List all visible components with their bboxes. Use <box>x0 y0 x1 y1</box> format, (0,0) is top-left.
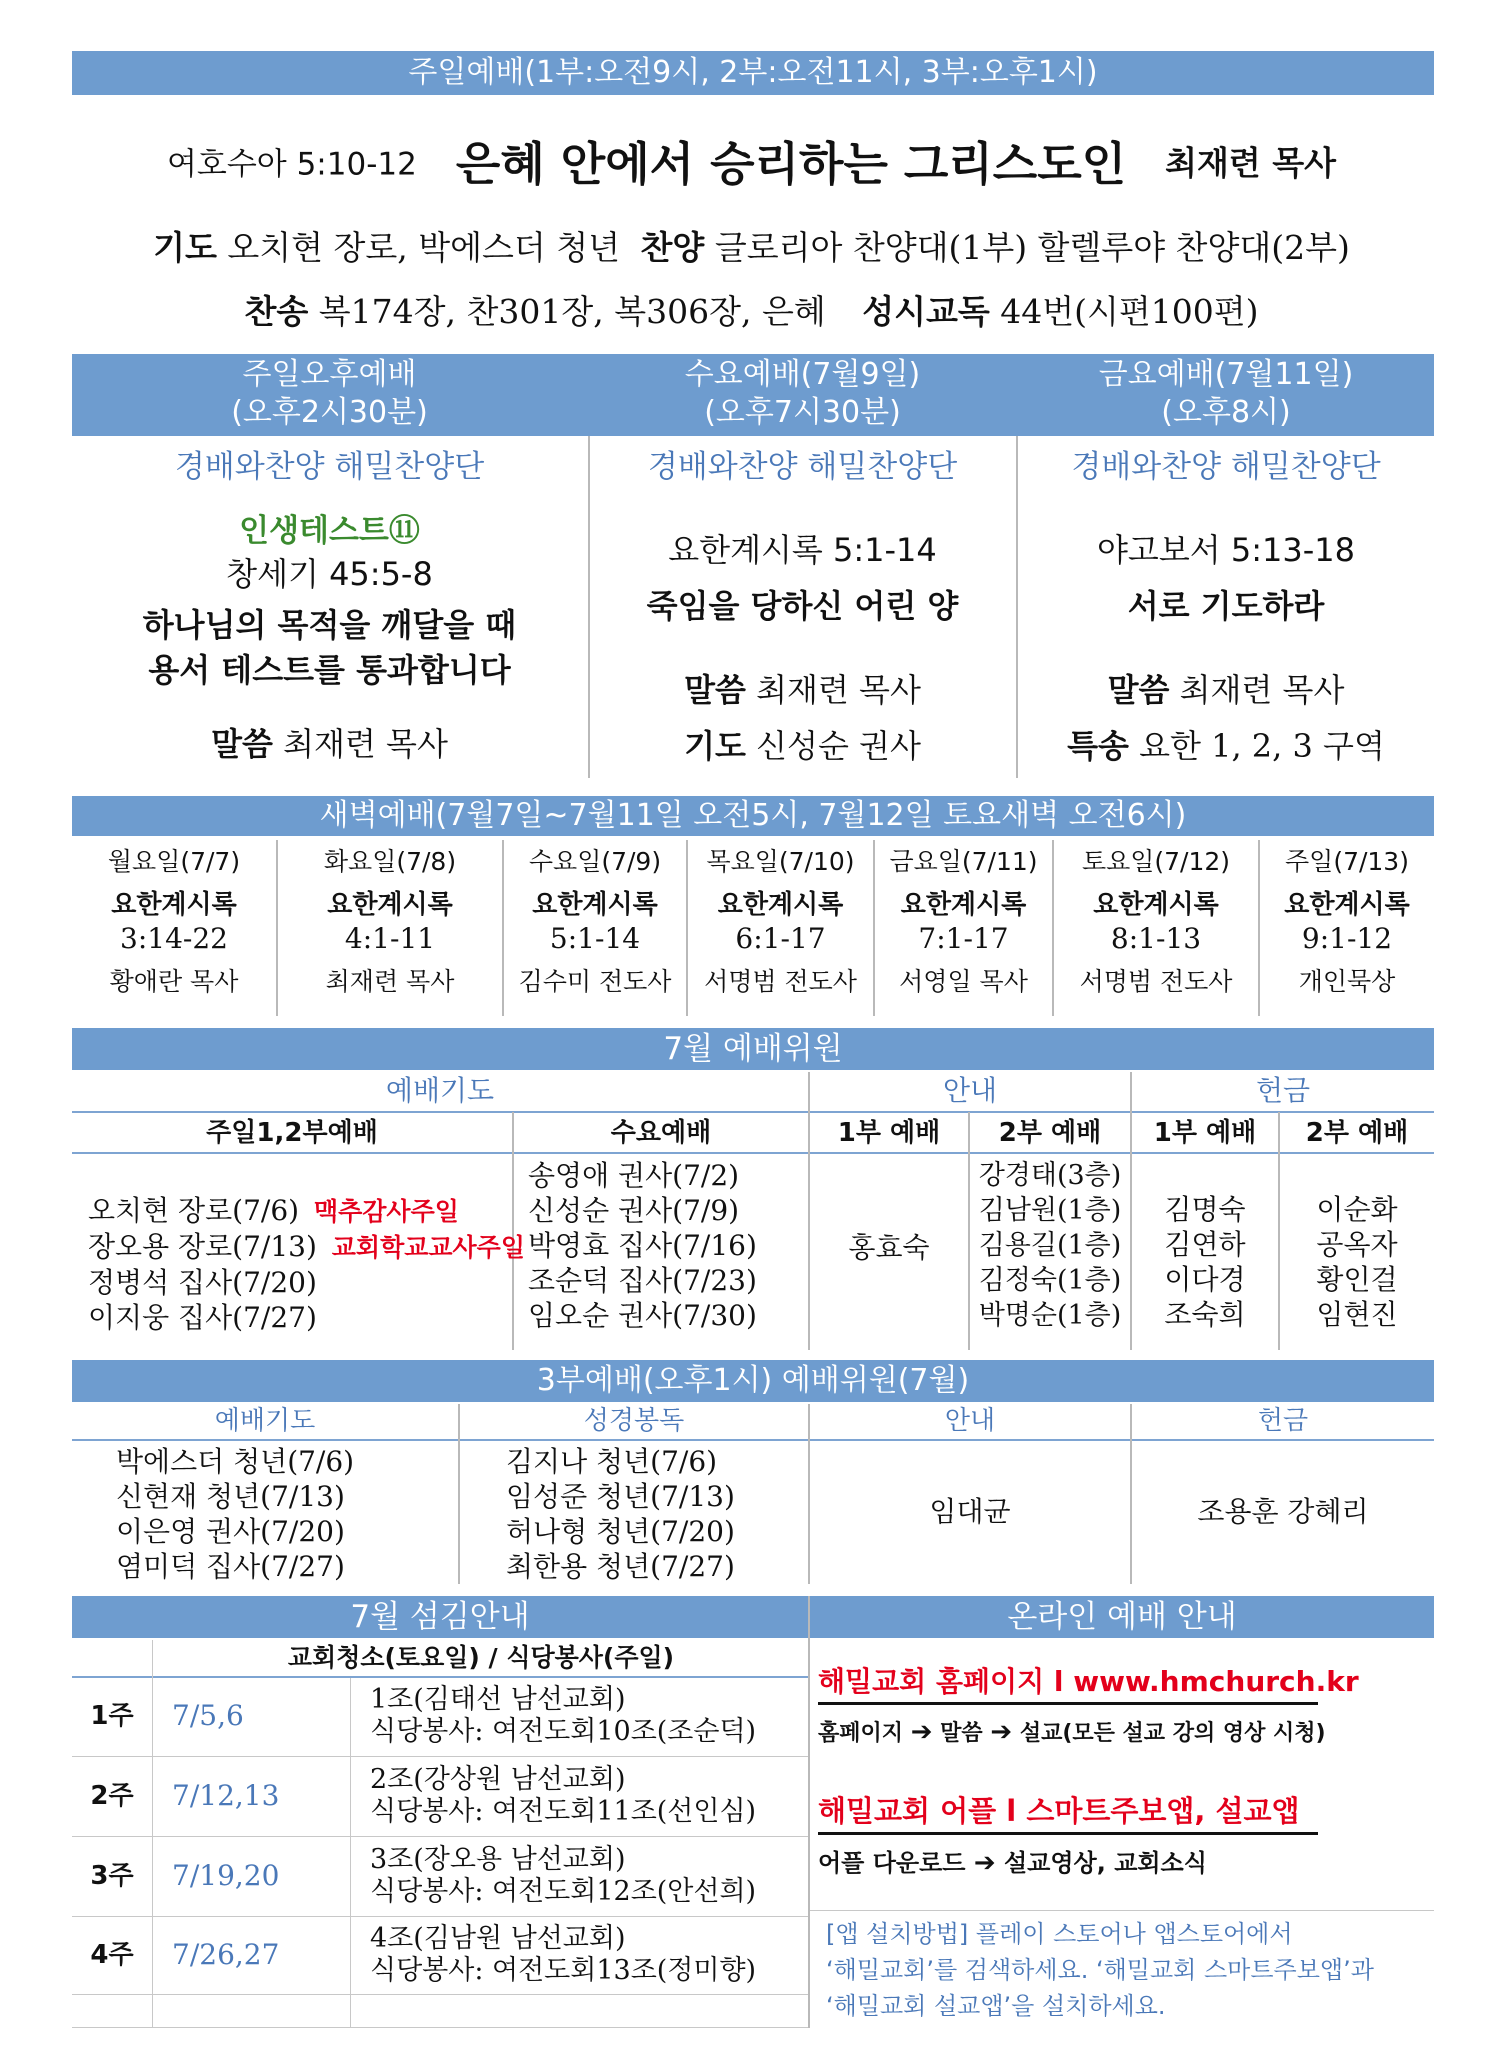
rule <box>72 1152 1434 1154</box>
list-item: 염미덕 집사(7/27) <box>116 1550 345 1583</box>
table-row <box>72 1838 808 1916</box>
list-item: 최한용 청년(7/27) <box>506 1550 735 1583</box>
dawn-day <box>72 840 276 1004</box>
duties <box>370 1764 756 1828</box>
dawn-leader: 김수미 전도사 <box>518 967 672 996</box>
table-row <box>72 1917 808 1995</box>
rule <box>72 1111 1434 1113</box>
dawn-day <box>875 840 1052 1004</box>
dawn-day <box>1260 840 1434 1004</box>
list-item: 박명순(1층) <box>978 1300 1122 1331</box>
prayer-label: 기도 <box>684 727 746 765</box>
group-prayer: 예배기도 <box>214 1406 316 1436</box>
third-prayer-list <box>116 1444 354 1584</box>
speaker: 최재련 목사 <box>283 725 448 763</box>
group-usher: 안내 <box>942 1074 998 1107</box>
list-item: 신현재 청년(7/13) <box>116 1480 345 1513</box>
note: 교회학교교사주일 <box>331 1233 525 1262</box>
sunday-afternoon-time: (오후2시30분) <box>231 395 428 430</box>
dawn-leader: 서명범 전도사 <box>1079 967 1233 996</box>
special: 요한 1, 2, 3 구역 <box>1139 727 1385 765</box>
group-usher: 안내 <box>944 1406 996 1436</box>
list-item: 공옥자 <box>1316 1228 1398 1261</box>
table-row <box>72 1758 808 1836</box>
list-item: 조숙희 <box>1164 1298 1246 1331</box>
worship-team: 경배와찬양 해밀찬양단 <box>174 449 485 485</box>
dawn-day-label: 월요일(7/7) <box>107 847 241 876</box>
worship-team: 경배와찬양 해밀찬양단 <box>647 449 958 485</box>
install-line-2: ‘해밀교회’를 검색하세요. ‘해밀교회 스마트주보앱’과 <box>826 1956 1374 1984</box>
main-service-header: 주일예배(1부:오전9시, 2부:오전11시, 3부:오후1시) <box>72 51 1434 95</box>
third-reading-list <box>506 1444 735 1584</box>
group-reading: 성경봉독 <box>583 1406 685 1436</box>
dawn-day <box>504 840 686 1004</box>
clean: 3조(장오용 남선교회) <box>370 1844 626 1875</box>
install-line-1: [앱 설치방법] 플레이 스토어나 앱스토어에서 <box>826 1920 1293 1948</box>
dawn-day-label: 목요일(7/10) <box>706 847 855 876</box>
sub-usher-2: 2부 예배 <box>998 1118 1102 1148</box>
rule <box>818 1832 1318 1835</box>
sub-sunday: 주일1,2부예배 <box>206 1118 378 1148</box>
dates: 7/5,6 <box>172 1699 244 1732</box>
sunday-afternoon-title: 주일오후예배 <box>242 357 417 392</box>
sunday-afternoon-body <box>72 446 587 766</box>
friday-time: (오후8시) <box>1161 395 1291 430</box>
special-label: 특송 <box>1067 727 1129 765</box>
dawn-verse: 6:1-17 <box>735 922 826 955</box>
group-prayer: 예배기도 <box>385 1074 495 1107</box>
third-offering: 조용훈 강혜리 <box>1197 1495 1369 1528</box>
list-item: 박에스더 청년(7/6) <box>116 1445 355 1478</box>
sunday-prayer-list <box>88 1193 525 1335</box>
clean: 4조(김남원 남선교회) <box>370 1923 626 1954</box>
schedule-subheader: 교회청소(토요일) / 식당봉사(주일) <box>287 1643 675 1672</box>
dawn-verse: 9:1-12 <box>1301 922 1393 955</box>
divider <box>808 1596 810 2028</box>
week: 1주 <box>90 1701 134 1731</box>
list-item: 박영효 집사(7/16) <box>528 1229 757 1262</box>
list-item: 오치현 장로(7/6) 맥추감사주일 <box>88 1194 459 1227</box>
table-row <box>72 1678 808 1756</box>
hymn-list: 복174장, 찬301장, 복306장, 은혜 <box>318 292 826 331</box>
list-item: 송영애 권사(7/2) <box>528 1159 740 1192</box>
praise-label: 찬양 <box>640 228 705 267</box>
hymn-label: 찬송 <box>244 292 309 331</box>
dawn-leader: 서영일 목사 <box>899 967 1028 996</box>
list-item: 김명숙 <box>1164 1193 1246 1226</box>
speaker-label: 말씀 <box>211 725 273 763</box>
offering-2-list <box>1280 1192 1434 1332</box>
message: 죽임을 당하신 어린 양 <box>646 587 959 625</box>
dawn-leader: 황애란 목사 <box>109 967 239 996</box>
dawn-book: 요한계시록 <box>1093 890 1219 920</box>
dawn-verse: 4:1-11 <box>344 922 436 955</box>
scripture: 야고보서 5:13-18 <box>1097 531 1355 569</box>
arrow-right-icon: ➔ <box>990 1717 1013 1747</box>
sub-offering-2: 2부 예배 <box>1305 1118 1409 1148</box>
special-line <box>1018 724 1434 768</box>
speaker: 최재련 목사 <box>756 671 921 709</box>
list-item: 강경태(3층) <box>978 1160 1122 1191</box>
message: 서로 기도하라 <box>1127 587 1325 625</box>
arrow-right-icon: ➔ <box>973 1848 996 1878</box>
list-item: 이다경 <box>1164 1263 1246 1296</box>
list-item: 장오용 장로(7/13) 교회학교교사주일 <box>88 1230 525 1263</box>
sub-wednesday: 수요예배 <box>610 1118 712 1148</box>
week: 4주 <box>90 1940 134 1970</box>
dawn-book: 요한계시록 <box>1284 890 1410 920</box>
install-line-3: ‘해밀교회 설교앱’을 설치하세요. <box>826 1992 1166 2020</box>
speaker-line <box>590 668 1015 712</box>
clean: 1조(김태선 남선교회) <box>370 1684 626 1715</box>
message-line-2: 용서 테스트를 통과합니다 <box>148 651 511 689</box>
path-3: 설교(모든 설교 강의 영상 시청) <box>1019 1721 1326 1746</box>
sub-usher-1: 1부 예배 <box>837 1118 941 1148</box>
list-item: 김용길(1층) <box>978 1230 1122 1261</box>
duties <box>370 1923 756 1987</box>
third-service-header: 3부예배(오후1시) 예배위원(7월) <box>72 1360 1434 1402</box>
wed-prayer-list <box>528 1158 757 1333</box>
path-1: 홈페이지 <box>818 1721 904 1746</box>
usher-1: 홍효숙 <box>848 1231 930 1264</box>
dawn-leader: 개인묵상 <box>1298 967 1396 996</box>
speaker: 최재련 목사 <box>1179 671 1345 709</box>
usher-2-list <box>970 1158 1130 1333</box>
prayer-line <box>590 724 1015 768</box>
prayer-label: 기도 <box>153 228 217 267</box>
dawn-verse: 8:1-13 <box>1110 922 1202 955</box>
prayer: 신성순 권사 <box>756 727 921 765</box>
dates: 7/19,20 <box>172 1859 280 1892</box>
arrow-right-icon: ➔ <box>910 1717 933 1747</box>
group-offering: 헌금 <box>1257 1406 1309 1436</box>
list-item: 황인걸 <box>1316 1263 1398 1296</box>
path-2: 말씀 <box>940 1721 983 1746</box>
app-link[interactable]: 해밀교회 어플 l 스마트주보앱, 설교앱 <box>818 1794 1300 1828</box>
dawn-verse: 7:1-17 <box>918 922 1009 955</box>
dawn-day <box>1054 840 1258 1004</box>
reading-label: 성시교독 <box>862 292 990 331</box>
duties <box>370 1844 756 1908</box>
dawn-day-label: 금요일(7/11) <box>889 847 1038 876</box>
meal: 식당봉사: 여전도회13조(정미향) <box>370 1955 757 1986</box>
dawn-verse: 5:1-14 <box>549 922 641 955</box>
dates: 7/12,13 <box>172 1779 280 1812</box>
list-item: 이지웅 집사(7/27) <box>88 1301 317 1334</box>
wednesday-body <box>590 446 1015 768</box>
series-title: 인생테스트⑪ <box>239 513 420 549</box>
dawn-leader: 서명범 전도사 <box>704 967 857 996</box>
rule <box>72 1836 808 1837</box>
speaker-line <box>72 722 587 766</box>
rule <box>72 1756 808 1757</box>
sunday-afternoon-heading <box>72 356 587 432</box>
list-item: 이순화 <box>1316 1193 1398 1226</box>
speaker-label: 말씀 <box>1107 671 1170 709</box>
meal: 식당봉사: 여전도회11조(선인심) <box>370 1796 757 1827</box>
scripture: 창세기 45:5-8 <box>226 555 433 593</box>
week: 3주 <box>90 1861 134 1891</box>
dawn-book: 요한계시록 <box>900 890 1027 920</box>
friday-heading <box>1018 356 1434 432</box>
week: 2주 <box>90 1781 134 1811</box>
hymn-line <box>0 286 1503 333</box>
rule <box>818 1702 1318 1705</box>
note: 맥추감사주일 <box>313 1197 459 1226</box>
dawn-day <box>688 840 873 1004</box>
wednesday-heading <box>590 356 1015 432</box>
group-offering: 헌금 <box>1255 1074 1311 1107</box>
path-2: 설교영상, 교회소식 <box>1003 1849 1207 1877</box>
sermon-scripture: 여호수아 5:10-12 <box>166 146 417 183</box>
dawn-table <box>72 840 1434 1018</box>
dawn-verse: 3:14-22 <box>120 922 228 955</box>
worship-team: 경배와찬양 해밀찬양단 <box>1071 449 1381 485</box>
dawn-book: 요한계시록 <box>532 890 658 920</box>
rule <box>72 2027 808 2028</box>
wednesday-title: 수요예배(7월9일) <box>684 357 921 392</box>
dawn-day <box>278 840 502 1004</box>
dawn-day-label: 주일(7/13) <box>1285 847 1409 876</box>
list-item: 이은영 권사(7/20) <box>116 1515 345 1548</box>
homepage-link[interactable]: 해밀교회 홈페이지 l www.hmchurch.kr <box>818 1665 1359 1698</box>
list-item: 김연하 <box>1164 1228 1246 1261</box>
dawn-leader: 최재련 목사 <box>325 967 455 996</box>
sermon-preacher: 최재련 목사 <box>1165 143 1337 183</box>
schedule-header: 7월 섬김안내 <box>72 1596 808 1638</box>
dawn-day-label: 수요일(7/9) <box>528 847 662 876</box>
list-item: 김정숙(1층) <box>978 1265 1122 1296</box>
app-path <box>818 1846 1207 1880</box>
list-item: 임오순 권사(7/30) <box>528 1299 757 1332</box>
list-item: 조순덕 집사(7/23) <box>528 1264 757 1297</box>
list-item: 정병석 집사(7/20) <box>88 1266 317 1299</box>
rule <box>810 1910 1434 1911</box>
prayer-praise-line <box>0 222 1503 269</box>
meal: 식당봉사: 여전도회12조(안선희) <box>370 1876 757 1907</box>
july-committee-header: 7월 예배위원 <box>72 1028 1434 1070</box>
scripture: 요한계시록 5:1-14 <box>668 531 937 569</box>
sermon-title: 은혜 안에서 승리하는 그리스도인 <box>455 137 1127 191</box>
sermon-line <box>0 128 1503 194</box>
install-guide <box>826 1916 1374 2024</box>
list-item: 임현진 <box>1316 1298 1398 1331</box>
list-item: 신성순 권사(7/9) <box>528 1194 740 1227</box>
dawn-day-label: 토요일(7/12) <box>1081 847 1231 876</box>
list-item: 김지나 청년(7/6) <box>506 1445 718 1478</box>
meal: 식당봉사: 여전도회10조(조순덕) <box>370 1716 757 1747</box>
dates: 7/26,27 <box>172 1938 280 1971</box>
sub-offering-1: 1부 예배 <box>1153 1118 1257 1148</box>
dawn-book: 요한계시록 <box>327 890 453 920</box>
path-1: 어플 다운로드 <box>818 1849 966 1877</box>
speaker-line <box>1018 668 1434 712</box>
friday-body <box>1018 446 1434 768</box>
online-header: 온라인 예배 안내 <box>810 1596 1434 1638</box>
list-item: 허나형 청년(7/20) <box>506 1515 735 1548</box>
homepage-path <box>818 1716 1326 1750</box>
divider <box>808 1072 810 1350</box>
dawn-day-label: 화요일(7/8) <box>323 847 457 876</box>
list-item: 김남원(1층) <box>978 1195 1122 1226</box>
dawn-header: 새벽예배(7월7일~7월11일 오전5시, 7월12일 토요새벽 오전6시) <box>72 796 1434 836</box>
friday-title: 금요예배(7월11일) <box>1098 357 1354 392</box>
divider <box>458 1404 460 1584</box>
rule <box>72 1439 1434 1441</box>
wednesday-time: (오후7시30분) <box>704 395 901 430</box>
speaker-label: 말씀 <box>684 671 746 709</box>
list-item: 임성준 청년(7/13) <box>506 1480 735 1513</box>
dawn-book: 요한계시록 <box>717 890 844 920</box>
duties <box>370 1684 756 1748</box>
prayer-people: 오치현 장로, 박에스더 청년 <box>227 228 621 267</box>
dawn-book: 요한계시록 <box>111 890 237 920</box>
third-usher: 임대균 <box>929 1495 1011 1528</box>
message-line-1: 하나님의 목적을 깨달을 때 <box>142 606 517 644</box>
praise-choirs: 글로리아 찬양대(1부) 할렐루야 찬양대(2부) <box>714 228 1350 267</box>
reading-value: 44번(시편100편) <box>1000 292 1259 331</box>
clean: 2조(강상원 남선교회) <box>370 1764 626 1795</box>
offering-1-list <box>1132 1192 1278 1332</box>
